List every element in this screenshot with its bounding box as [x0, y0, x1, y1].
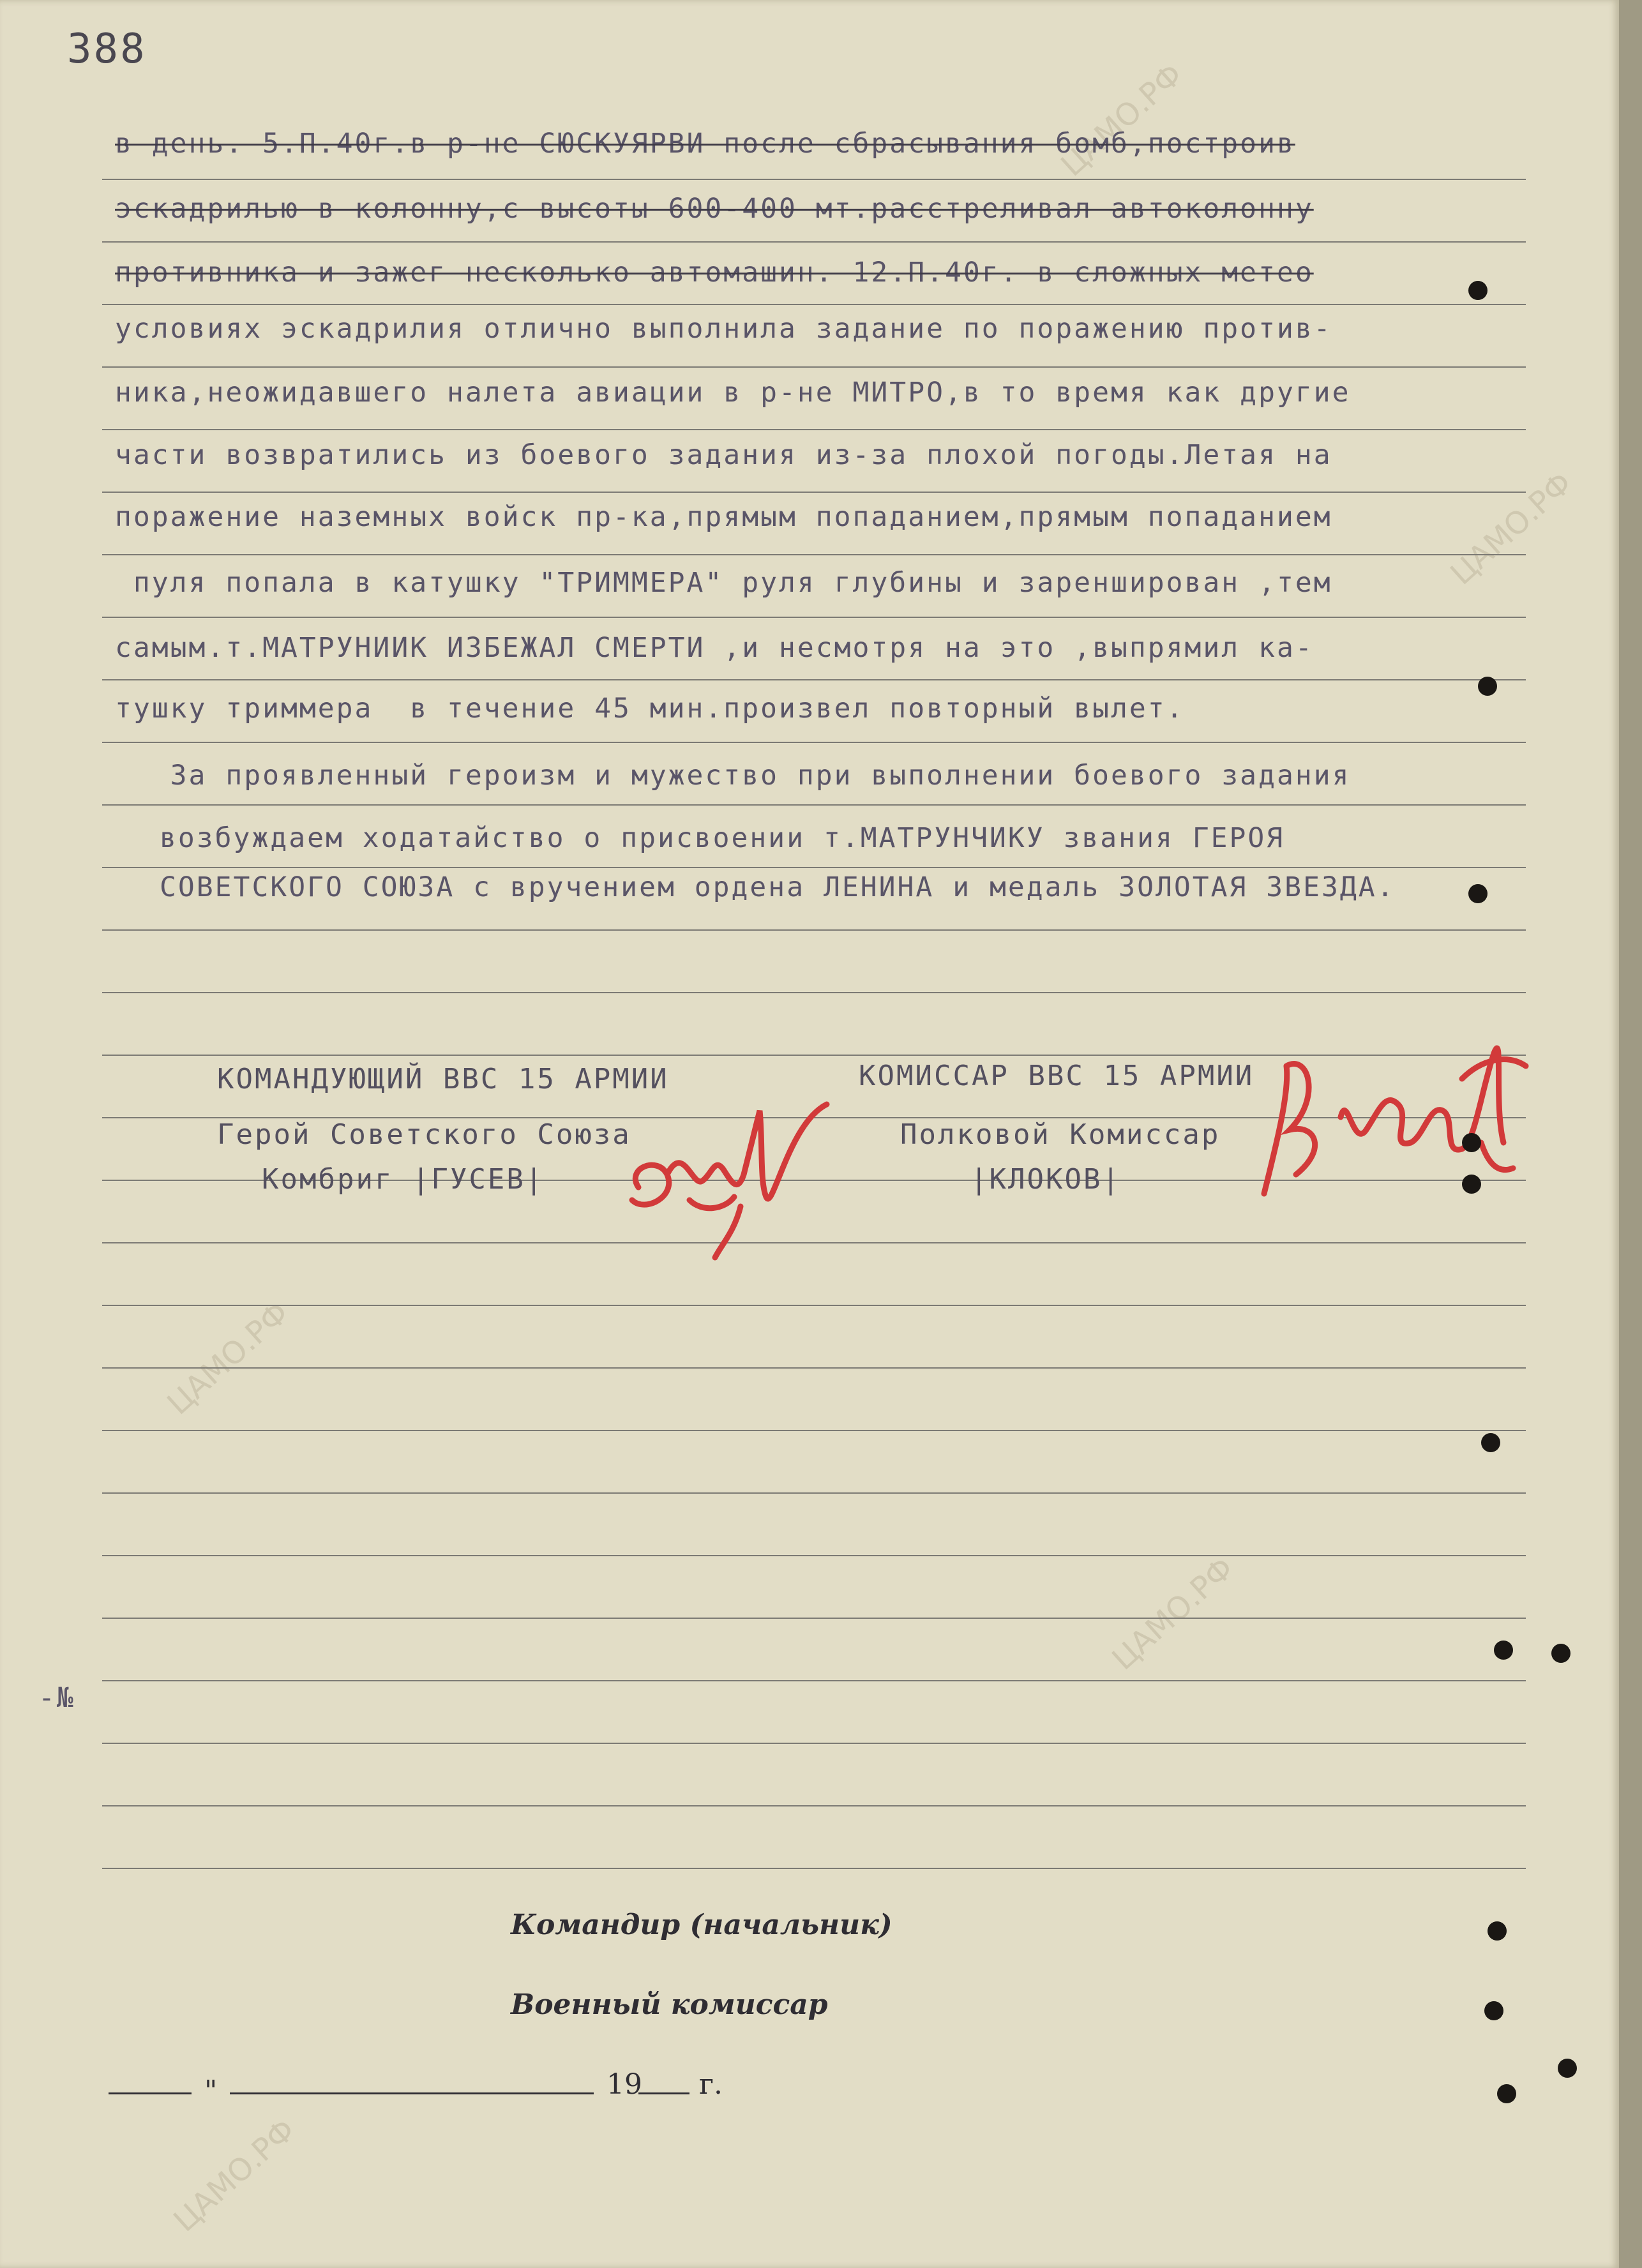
- ruled-line: [102, 992, 1526, 993]
- ruled-line: [102, 679, 1526, 680]
- ruled-line: [102, 304, 1526, 305]
- body-line: СОВЕТСКОГО СОЮЗА с вручением ордена ЛЕНИНА и медаль ЗОЛОТАЯ ЗВЕЗДА.: [160, 871, 1396, 903]
- body-line: противника и зажег несколько автомашин. 12.П.40г. в сложных метео: [115, 257, 1314, 289]
- binding-hole: [1558, 2059, 1577, 2078]
- ruled-line: [102, 867, 1526, 868]
- binding-hole: [1488, 1921, 1507, 1941]
- right-signatory-line: |КЛОКОВ|: [970, 1163, 1121, 1196]
- ruled-line: [102, 366, 1526, 368]
- body-line: самым.т.МАТРУНИИК ИЗБЕЖАЛ СМЕРТИ ,и несмотря на это ,выпрямил ка-: [115, 632, 1314, 664]
- ruled-line: [102, 1868, 1526, 1869]
- right-signatory-line: КОМИССАР ВВС 15 АРМИИ: [859, 1060, 1254, 1092]
- watermark: ЦАМО.РФ: [1443, 465, 1579, 592]
- body-line: эскадрилью в колонну,с высоты 600-400 мт.расстреливал автоколонну: [115, 193, 1314, 225]
- binding-hole: [1478, 677, 1497, 696]
- ruled-line: [102, 1743, 1526, 1744]
- watermark: ЦАМО.РФ: [1054, 56, 1190, 184]
- signature-gusev: [606, 1085, 836, 1277]
- binding-hole: [1468, 281, 1488, 300]
- ruled-line: [102, 429, 1526, 430]
- ruled-line: [102, 241, 1526, 243]
- ruled-line: [102, 179, 1526, 180]
- left-signatory-line: КОМАНДУЮЩИЙ ВВС 15 АРМИИ: [217, 1063, 669, 1095]
- date-month-line: [230, 2092, 594, 2094]
- ruled-line: [102, 1430, 1526, 1431]
- ruled-line: [102, 1805, 1526, 1806]
- page-edge: [1619, 0, 1642, 2268]
- binding-hole: [1484, 2001, 1503, 2020]
- ruled-line: [102, 1680, 1526, 1681]
- body-line: За проявленный героизм и мужество при выполнении боевого задания: [115, 760, 1351, 792]
- date-year-suffix: г.: [699, 2068, 723, 2101]
- watermark: ЦАМО.РФ: [1105, 1550, 1241, 1678]
- ruled-line: [102, 1367, 1526, 1369]
- binding-hole: [1481, 1433, 1500, 1452]
- body-line: поражение наземных войск пр-ка,прямым попаданием,прямым попаданием: [115, 501, 1332, 533]
- date-year-prefix: 19: [606, 2068, 642, 2101]
- binding-hole: [1497, 2084, 1516, 2103]
- date-quote: ": [204, 2075, 218, 2107]
- signature-klokov: [1251, 1015, 1532, 1226]
- ruled-line: [102, 492, 1526, 493]
- body-line: условиях эскадрилия отлично выполнила задание по поражению против-: [115, 313, 1332, 345]
- binding-hole: [1468, 884, 1488, 903]
- binding-hole: [1462, 1175, 1481, 1194]
- binding-hole: [1551, 1644, 1570, 1663]
- right-signatory-line: Полковой Комиссар: [900, 1118, 1221, 1151]
- left-signatory-line: Герой Советского Союза: [217, 1118, 631, 1151]
- body-line: возбуждаем ходатайство о присвоении т.МАТРУНЧИКУ звания ГЕРОЯ: [160, 822, 1285, 854]
- binding-hole: [1494, 1641, 1513, 1660]
- commander-label: Командир (начальник): [511, 1909, 893, 1941]
- ruled-line: [102, 929, 1526, 931]
- watermark: ЦАМО.РФ: [167, 2112, 303, 2239]
- number-mark: -№: [38, 1682, 75, 1714]
- left-signatory-line: Комбриг |ГУСЕВ|: [262, 1163, 545, 1196]
- ruled-line: [102, 1618, 1526, 1619]
- ruled-line: [102, 804, 1526, 806]
- ruled-line: [102, 1492, 1526, 1494]
- body-line: ника,неожидавшего налета авиации в р-не МИТРО,в то время как другие: [115, 377, 1351, 409]
- ruled-line: [102, 1555, 1526, 1556]
- body-line: тушку триммера в течение 45 мин.произвел повторный вылет.: [115, 693, 1185, 725]
- date-year-line: [638, 2092, 689, 2094]
- body-line: части возвратились из боевого задания из-за плохой погоды.Летая на: [115, 439, 1332, 471]
- ruled-line: [102, 554, 1526, 555]
- ruled-line: [102, 742, 1526, 743]
- ruled-line: [102, 617, 1526, 618]
- binding-hole: [1462, 1133, 1481, 1152]
- archive-page-number: 388: [67, 26, 147, 73]
- commissar-label: Военный комиссар: [511, 1988, 828, 2021]
- body-line: в день. 5.П.40г.в р-не СЮСКУЯРВИ после сбрасывания бомб,построив: [115, 128, 1295, 160]
- watermark: ЦАМО.РФ: [160, 1295, 296, 1422]
- ruled-line: [102, 1305, 1526, 1306]
- body-line: пуля попала в катушку "ТРИММЕРА" руля глубины и заренширован ,тем: [115, 567, 1332, 599]
- date-day-line: [109, 2092, 192, 2094]
